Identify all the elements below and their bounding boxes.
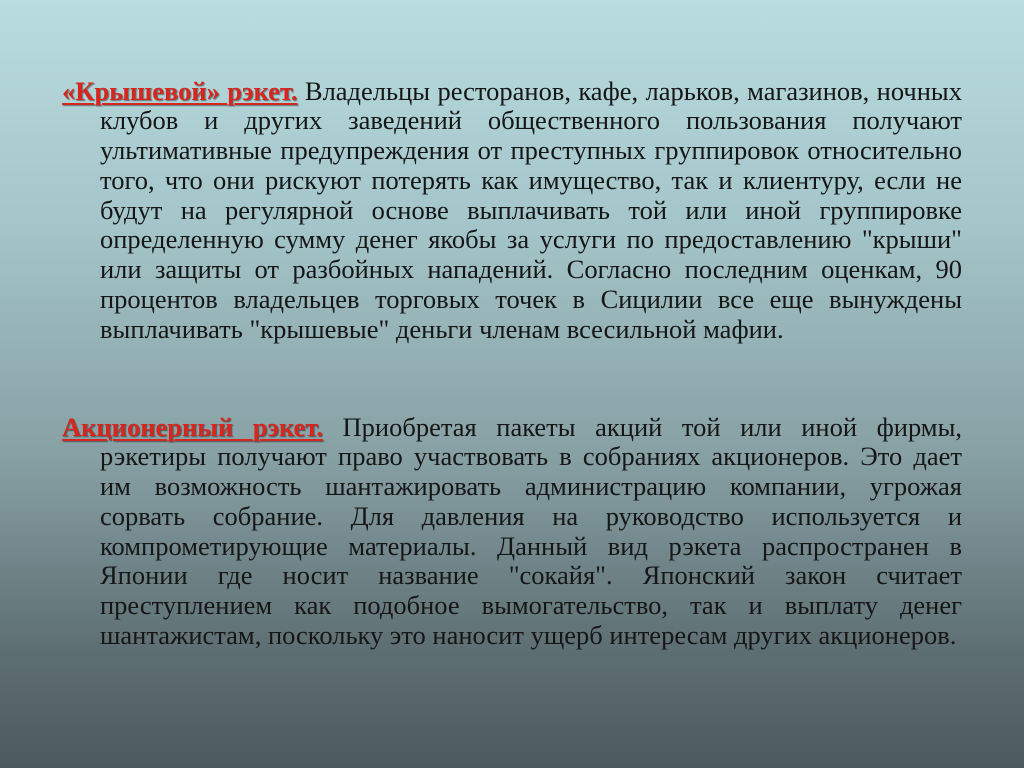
paragraph-shareholder-racket: [62, 413, 962, 651]
term-shareholder-racket: Акционерный рэкет.: [62, 411, 323, 442]
term-protection-racket: «Крышевой» рэкет.: [62, 75, 298, 106]
paragraph-text: Приобретая пакеты акций той или иной фирмы, рэкетиры получают право участвовать в собраниях акционеров. Это дает им возможность шантажировать администрацию компании, угрожая сорвать собрание. Для давления на руководство используется и компрометирующие материалы. Данный вид рэкета распространен в Японии где носит название "сокайя". Японский закон считает преступлением как подобное вымогательство, так и выплату денег шантажистам, поскольку это наносит ущерб интересам других акционеров.: [100, 411, 962, 651]
paragraph-protection-racket: [62, 77, 962, 345]
paragraph-text: Владельцы ресторанов, кафе, ларьков, магазинов, ночных клубов и других заведений общественного пользования получают ультимативные предупреждения от преступных группировок относительно того, что они рискуют потерять как имущество, так и клиентуру, если не будут на регулярной основе выплачивать той или иной группировке определенную сумму денег якобы за услуги по предоставлению "крыши" или защиты от разбойных нападений. Согласно последним оценкам, 90 процентов владельцев торговых точек в Сицилии все еще вынуждены выплачивать "крышевые" деньги членам всесильной мафии.: [100, 75, 962, 344]
